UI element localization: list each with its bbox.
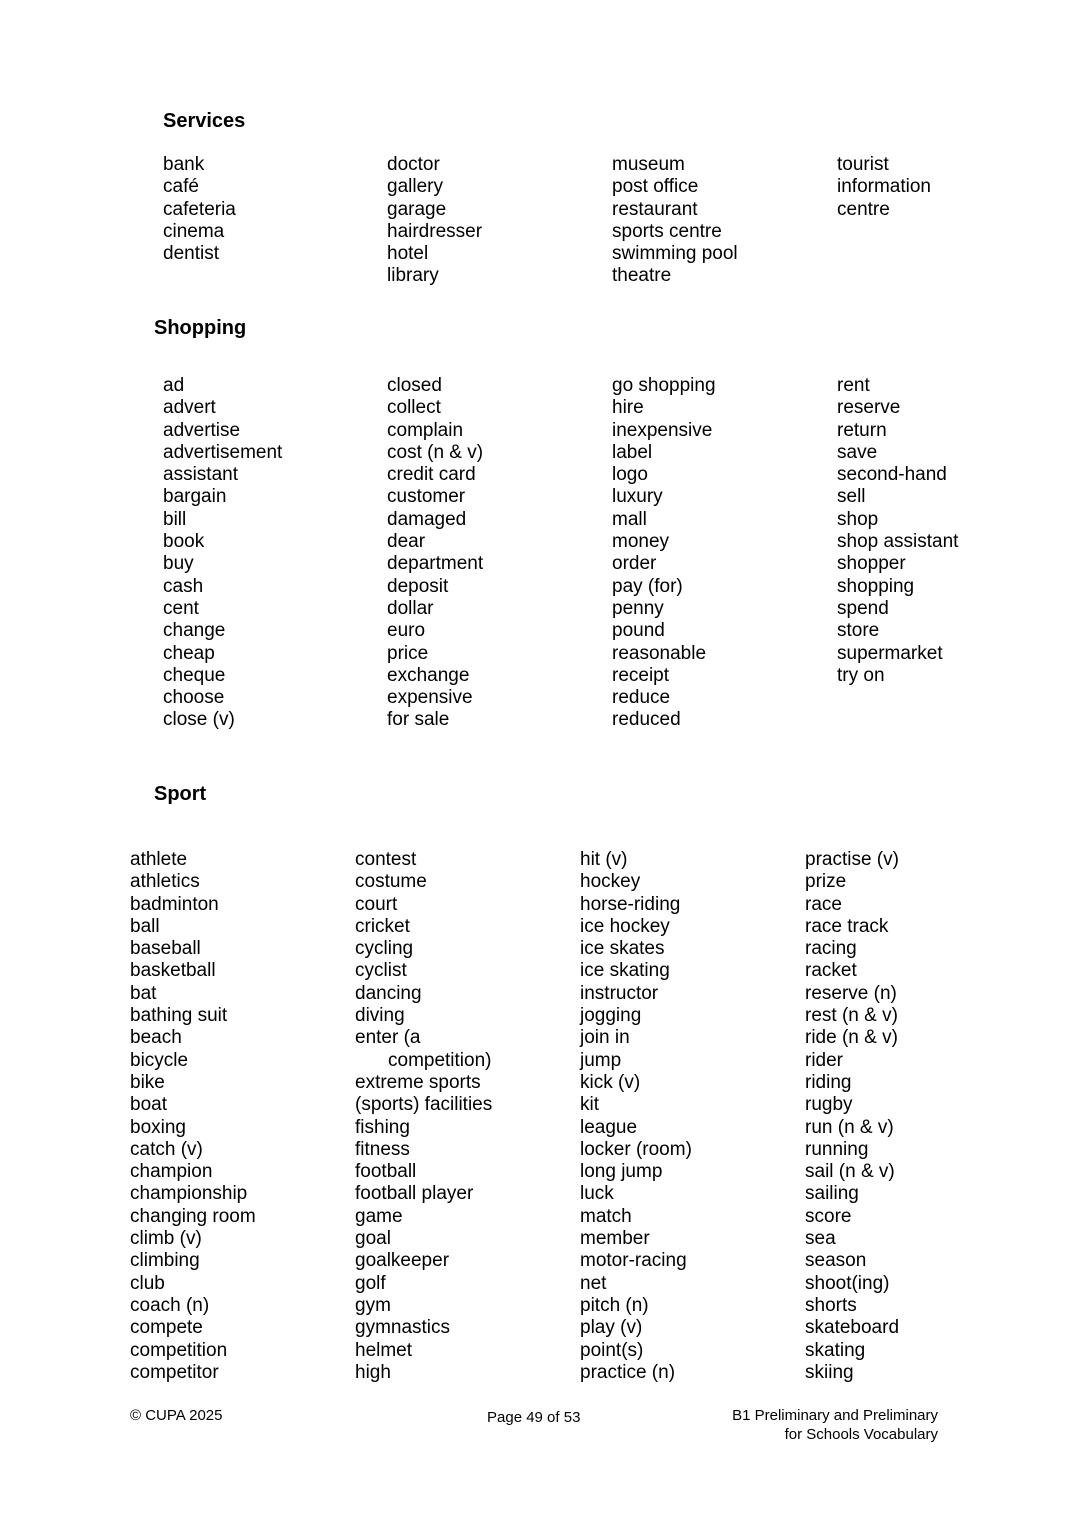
vocab-word: reduced xyxy=(612,709,681,731)
vocab-word: league xyxy=(580,1116,638,1138)
vocab-word: competition xyxy=(130,1339,228,1361)
vocab-word: sail (n & v) xyxy=(805,1161,895,1183)
vocab-word: practise (v) xyxy=(805,849,899,870)
vocab-word: tourist xyxy=(837,154,889,175)
vocab-word: money xyxy=(612,531,670,553)
vocab-word: go shopping xyxy=(612,375,716,396)
vocab-word: running xyxy=(805,1138,869,1160)
vocab-word: racket xyxy=(805,960,857,982)
vocab-word: pound xyxy=(612,620,665,642)
vocab-word: hotel xyxy=(387,243,429,265)
vocab-word: dancing xyxy=(355,982,422,1004)
section-heading-shopping: Shopping xyxy=(154,317,247,339)
vocab-word: for sale xyxy=(387,709,450,731)
vocab-word: changing room xyxy=(130,1205,256,1227)
vocab-word: cent xyxy=(163,597,199,619)
vocab-word: reserve (n) xyxy=(805,982,897,1004)
vocab-word: prize xyxy=(805,871,847,893)
shopping-column-4 xyxy=(837,375,958,687)
vocab-word: advertisement xyxy=(163,441,283,463)
vocab-word: rent xyxy=(837,375,870,396)
services-column-1 xyxy=(163,154,236,265)
vocab-word: cyclist xyxy=(355,960,407,982)
vocab-word: club xyxy=(130,1272,165,1294)
vocab-word: cinema xyxy=(163,220,225,242)
vocab-word: exchange xyxy=(387,664,470,686)
vocab-word: fitness xyxy=(355,1138,410,1160)
vocab-word: sell xyxy=(837,486,866,508)
vocab-word: cheap xyxy=(163,642,215,664)
vocab-word: climb (v) xyxy=(130,1228,202,1250)
vocab-word: goal xyxy=(355,1228,391,1250)
vocab-word: hockey xyxy=(580,871,641,893)
vocab-word: gymnastics xyxy=(355,1317,451,1339)
vocab-word: competition) xyxy=(388,1049,492,1071)
vocab-word: luck xyxy=(580,1183,614,1205)
vocab-word: complain xyxy=(387,419,464,441)
vocab-word: basketball xyxy=(130,960,216,982)
vocab-word: cost (n & v) xyxy=(387,441,484,463)
vocab-word: customer xyxy=(387,486,466,508)
vocab-word: shopping xyxy=(837,575,915,597)
vocab-word: jump xyxy=(580,1049,622,1071)
vocab-word: ice skating xyxy=(580,960,670,982)
footer-document-title xyxy=(717,1406,938,1444)
footer-copyright: © CUPA 2025 xyxy=(130,1407,223,1424)
footer-page-number: Page 49 of 53 xyxy=(487,1409,581,1426)
vocab-word: bike xyxy=(130,1071,165,1093)
vocab-word: bathing suit xyxy=(130,1005,228,1027)
vocab-word: ad xyxy=(163,375,185,396)
vocab-word: collect xyxy=(387,397,441,419)
vocab-word: skateboard xyxy=(805,1317,900,1339)
vocab-word: restaurant xyxy=(612,198,698,220)
vocab-word: skiing xyxy=(805,1361,854,1383)
vocab-word: bat xyxy=(130,982,157,1004)
vocab-word: game xyxy=(355,1205,403,1227)
vocab-word: match xyxy=(580,1205,632,1227)
vocab-word: helmet xyxy=(355,1339,413,1361)
vocab-word: jogging xyxy=(580,1005,642,1027)
vocab-word: contest xyxy=(355,849,417,870)
sport-column-1 xyxy=(130,849,256,1384)
vocab-word: sailing xyxy=(805,1183,859,1205)
vocab-word: reasonable xyxy=(612,642,707,664)
vocab-word: penny xyxy=(612,597,664,619)
services-column-3 xyxy=(612,154,738,288)
vocab-word: locker (room) xyxy=(580,1138,692,1160)
footer-title-line-2: for Schools Vocabulary xyxy=(784,1426,938,1443)
vocab-word: race track xyxy=(805,915,889,937)
vocab-word: pay (for) xyxy=(612,575,683,597)
vocab-word: deposit xyxy=(387,575,449,597)
vocab-word: ride (n & v) xyxy=(805,1027,898,1049)
vocab-word: race xyxy=(805,893,842,915)
vocab-word: return xyxy=(837,419,887,441)
vocab-word: football xyxy=(355,1161,417,1183)
vocab-word: theatre xyxy=(612,265,672,287)
vocab-word: golf xyxy=(355,1272,386,1294)
vocab-word: luxury xyxy=(612,486,663,508)
vocab-word: badminton xyxy=(130,893,219,915)
vocab-word: baseball xyxy=(130,938,201,960)
vocab-word: competitor xyxy=(130,1361,219,1383)
vocab-word: sea xyxy=(805,1228,836,1250)
vocab-word: buy xyxy=(163,553,194,575)
vocab-word: museum xyxy=(612,154,685,175)
vocab-word: post office xyxy=(612,176,699,198)
vocab-word: centre xyxy=(837,198,890,220)
vocab-word: shop assistant xyxy=(837,531,959,553)
vocab-word: shopper xyxy=(837,553,906,575)
vocab-word: closed xyxy=(387,375,442,396)
vocab-word: close (v) xyxy=(163,709,235,731)
vocab-word: motor-racing xyxy=(580,1250,687,1272)
vocab-word: horse-riding xyxy=(580,893,681,915)
vocab-word: hairdresser xyxy=(387,220,483,242)
vocab-word: compete xyxy=(130,1317,203,1339)
vocab-word: championship xyxy=(130,1183,248,1205)
vocab-word: court xyxy=(355,893,398,915)
vocab-word: bill xyxy=(163,508,187,530)
vocab-word: (sports) facilities xyxy=(355,1094,493,1116)
vocab-word: long jump xyxy=(580,1161,663,1183)
vocab-word: assistant xyxy=(163,464,238,486)
vocab-word: boat xyxy=(130,1094,167,1116)
vocab-word: hire xyxy=(612,397,644,419)
vocab-word: store xyxy=(837,620,880,642)
vocab-word: euro xyxy=(387,620,426,642)
vocab-word: rugby xyxy=(805,1094,853,1116)
vocab-word: cafeteria xyxy=(163,198,236,220)
vocab-word: bank xyxy=(163,154,205,175)
vocab-word: reserve xyxy=(837,397,901,419)
vocab-word: supermarket xyxy=(837,642,943,664)
vocab-word: advertise xyxy=(163,419,241,441)
vocab-word: doctor xyxy=(387,154,440,175)
vocab-word: cricket xyxy=(355,915,410,937)
vocab-word: credit card xyxy=(387,464,476,486)
shopping-column-2 xyxy=(387,375,483,732)
vocab-word: instructor xyxy=(580,982,659,1004)
vocab-word: season xyxy=(805,1250,867,1272)
vocab-word: join in xyxy=(580,1027,630,1049)
shopping-column-1 xyxy=(163,375,282,732)
vocab-word: score xyxy=(805,1205,852,1227)
vocab-word: shop xyxy=(837,508,879,530)
vocab-word: cheque xyxy=(163,664,226,686)
vocab-word: damaged xyxy=(387,508,467,530)
vocab-word: price xyxy=(387,642,429,664)
section-heading-sport: Sport xyxy=(154,783,207,805)
vocab-word: book xyxy=(163,531,205,553)
vocab-word: coach (n) xyxy=(130,1294,210,1316)
vocab-word: order xyxy=(612,553,657,575)
vocab-word: garage xyxy=(387,198,447,220)
vocab-word: fishing xyxy=(355,1116,410,1138)
vocab-word: receipt xyxy=(612,664,670,686)
vocab-word: gallery xyxy=(387,176,443,198)
vocab-word: dollar xyxy=(387,597,434,619)
vocab-word: rest (n & v) xyxy=(805,1005,898,1027)
vocab-word: label xyxy=(612,441,653,463)
vocab-word: diving xyxy=(355,1005,405,1027)
vocab-word: run (n & v) xyxy=(805,1116,894,1138)
vocab-word: net xyxy=(580,1272,607,1294)
vocab-word: shorts xyxy=(805,1294,857,1316)
vocab-word: mall xyxy=(612,508,647,530)
vocab-word: ice skates xyxy=(580,938,665,960)
vocab-word: cash xyxy=(163,575,204,597)
vocab-word: inexpensive xyxy=(612,419,713,441)
vocab-word: library xyxy=(387,265,439,287)
vocab-word: enter (a xyxy=(355,1027,421,1049)
vocab-word: choose xyxy=(163,687,225,709)
services-column-4 xyxy=(837,154,931,221)
sport-column-4 xyxy=(805,849,899,1384)
vocab-word: reduce xyxy=(612,687,671,709)
vocab-word: practice (n) xyxy=(580,1361,676,1383)
vocab-word: save xyxy=(837,441,878,463)
vocab-word: member xyxy=(580,1228,650,1250)
vocab-word: climbing xyxy=(130,1250,200,1272)
vocab-word: football player xyxy=(355,1183,474,1205)
vocab-word: logo xyxy=(612,464,648,486)
vocab-word: second-hand xyxy=(837,464,947,486)
vocab-word: ball xyxy=(130,915,160,937)
sport-column-3 xyxy=(580,849,692,1384)
vocab-word: high xyxy=(355,1361,391,1383)
vocab-word: ice hockey xyxy=(580,915,670,937)
vocab-word: athlete xyxy=(130,849,188,870)
vocab-word: pitch (n) xyxy=(580,1294,649,1316)
vocab-word: change xyxy=(163,620,226,642)
vocab-word: skating xyxy=(805,1339,866,1361)
vocab-word: champion xyxy=(130,1161,213,1183)
vocab-word: hit (v) xyxy=(580,849,628,870)
vocab-word: advert xyxy=(163,397,216,419)
vocab-word: department xyxy=(387,553,484,575)
vocab-word: catch (v) xyxy=(130,1138,203,1160)
vocab-word: kit xyxy=(580,1094,599,1116)
vocab-word: boxing xyxy=(130,1116,186,1138)
vocab-word: spend xyxy=(837,597,889,619)
vocab-word: bargain xyxy=(163,486,227,508)
vocab-word: point(s) xyxy=(580,1339,644,1361)
vocab-word: information xyxy=(837,176,931,198)
shopping-column-3 xyxy=(612,375,716,732)
footer-title-line-1: B1 Preliminary and Preliminary xyxy=(732,1407,938,1424)
vocab-word: athletics xyxy=(130,871,200,893)
vocab-word: sports centre xyxy=(612,220,722,242)
vocab-word: kick (v) xyxy=(580,1071,641,1093)
vocab-word: gym xyxy=(355,1294,391,1316)
vocab-word: costume xyxy=(355,871,427,893)
vocab-word: café xyxy=(163,176,199,198)
vocab-word: extreme sports xyxy=(355,1071,481,1093)
vocab-word: cycling xyxy=(355,938,414,960)
vocab-word: dentist xyxy=(163,243,219,265)
vocab-word: play (v) xyxy=(580,1317,643,1339)
vocab-word: try on xyxy=(837,664,885,686)
vocab-word: rider xyxy=(805,1049,844,1071)
vocab-word: bicycle xyxy=(130,1049,189,1071)
vocab-word: expensive xyxy=(387,687,473,709)
vocab-word: beach xyxy=(130,1027,182,1049)
services-column-2 xyxy=(387,154,482,288)
vocab-word: riding xyxy=(805,1071,852,1093)
vocab-word: goalkeeper xyxy=(355,1250,450,1272)
vocab-word: swimming pool xyxy=(612,243,738,265)
section-heading-services: Services xyxy=(163,110,246,132)
vocab-word: dear xyxy=(387,531,426,553)
vocab-word: shoot(ing) xyxy=(805,1272,890,1294)
sport-column-2 xyxy=(355,849,492,1384)
vocab-word: racing xyxy=(805,938,857,960)
